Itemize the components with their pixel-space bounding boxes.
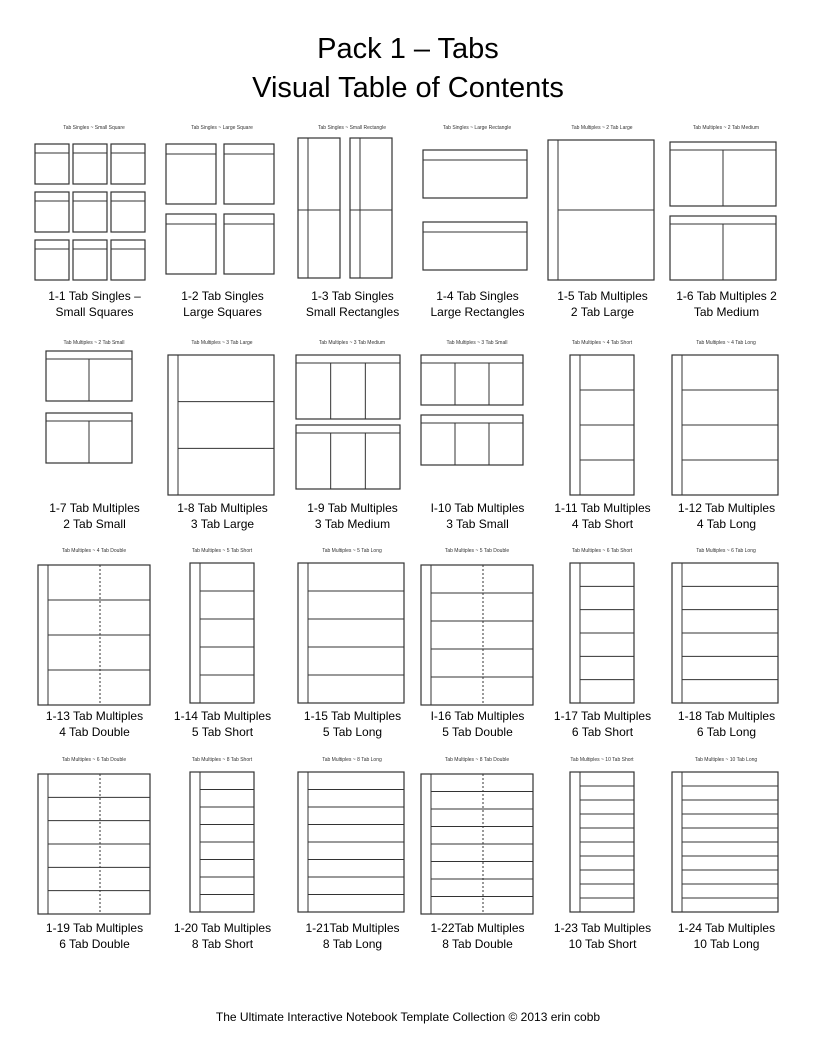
square-template: [73, 192, 107, 232]
template-caption: [536, 920, 669, 952]
template-thumbnail: [664, 120, 789, 288]
caption-line-1: 1-18 Tab Multiples: [677, 709, 776, 723]
thumbnail-label: Tab Multiples ~ 5 Tab Short: [191, 548, 253, 554]
caption-line-2: Large Rectangles: [430, 305, 525, 319]
thumbnail-label: Tab Multiples ~ 4 Tab Double: [61, 548, 127, 554]
template-item: [32, 752, 157, 962]
thumbnail-label: Tab Multiples ~ 5 Tab Long: [322, 548, 382, 554]
caption-line-1: 1-4 Tab Singles: [436, 289, 519, 303]
page-title: Pack 1 – Tabs: [317, 33, 499, 65]
thumbnail-label: Tab Multiples ~ 2 Tab Small: [63, 340, 125, 346]
caption-line-1: 1-24 Tab Multiples: [677, 921, 776, 935]
caption-line-1: 1-11 Tab Multiples: [554, 501, 651, 515]
template-caption: [660, 708, 793, 740]
template-drawing: [32, 752, 157, 920]
template-drawing: [415, 120, 540, 288]
template-drawing: [540, 543, 665, 711]
template-item: [290, 752, 415, 962]
template-drawing: [290, 752, 415, 920]
template-caption: [536, 500, 669, 532]
caption-line-1: 1-21Tab Multiples: [305, 921, 400, 935]
template-caption: [156, 500, 289, 532]
caption-line-2: 6 Tab Double: [59, 937, 130, 951]
template-drawing: [664, 543, 789, 711]
square-template: [224, 214, 274, 274]
caption-line-1: 1-23 Tab Multiples: [553, 921, 652, 935]
template-thumbnail: [32, 543, 157, 711]
template-drawing: [160, 543, 285, 711]
caption-line-2: Large Squares: [183, 305, 262, 319]
template-thumbnail: [32, 752, 157, 920]
template-caption: [536, 708, 669, 740]
template-item: [664, 752, 789, 962]
thumbnail-label: Tab Multiples ~ 10 Tab Short: [570, 757, 634, 763]
template-caption: [28, 500, 161, 532]
thumbnail-label: Tab Multiples ~ 10 Tab Long: [694, 757, 758, 763]
template-item: [540, 543, 665, 753]
template-caption: [286, 708, 419, 740]
template-drawing: [664, 335, 789, 503]
square-template: [224, 144, 274, 204]
template-thumbnail: [664, 335, 789, 503]
template-thumbnail: [160, 752, 285, 920]
caption-line-1: I-10 Tab Multiples: [430, 501, 525, 515]
template-caption: [660, 500, 793, 532]
template-thumbnail: [32, 335, 157, 503]
square-template: [111, 144, 145, 184]
thumbnail-label: Tab Multiples ~ 2 Tab Large: [571, 125, 633, 131]
caption-line-1: 1-7 Tab Multiples: [49, 501, 140, 515]
template-drawing: [160, 752, 285, 920]
square-template: [166, 214, 216, 274]
template-caption: [28, 920, 161, 952]
template-item: [415, 335, 540, 545]
page-subtitle: Visual Table of Contents: [252, 72, 564, 104]
caption-line-2: 3 Tab Large: [190, 517, 255, 531]
template-thumbnail: [32, 120, 157, 288]
template-thumbnail: [540, 335, 665, 503]
rectangle-template: [350, 138, 392, 278]
caption-line-1: 1-14 Tab Multiples: [173, 709, 272, 723]
caption-line-1: 1-9 Tab Multiples: [307, 501, 398, 515]
caption-line-1: 1-22Tab Multiples: [430, 921, 525, 935]
template-drawing: [160, 335, 285, 503]
caption-line-2: 5 Tab Long: [322, 725, 383, 739]
template-item: [664, 335, 789, 545]
caption-line-2: 2 Tab Large: [570, 305, 635, 319]
template-box: [298, 563, 404, 703]
template-box: [168, 355, 274, 495]
template-item: [32, 120, 157, 330]
thumbnail-label: Tab Multiples ~ 3 Tab Large: [191, 340, 253, 346]
template-drawing: [540, 335, 665, 503]
caption-line-1: 1-8 Tab Multiples: [177, 501, 268, 515]
template-thumbnail: [540, 752, 665, 920]
template-thumbnail: [160, 120, 285, 288]
thumbnail-label: Tab Singles ~ Large Rectangle: [442, 125, 512, 131]
thumbnail-label: Tab Multiples ~ 6 Tab Double: [61, 757, 127, 763]
template-item: [415, 752, 540, 962]
caption-line-1: 1-15 Tab Multiples: [303, 709, 402, 723]
template-thumbnail: [290, 543, 415, 711]
thumbnail-label: Tab Singles ~ Small Rectangle: [318, 125, 386, 131]
caption-line-2: 4 Tab Double: [59, 725, 130, 739]
template-drawing: [540, 120, 665, 288]
template-thumbnail: [415, 120, 540, 288]
template-drawing: [290, 335, 415, 503]
thumbnail-label: Tab Singles ~ Small Square: [63, 125, 125, 131]
square-template: [166, 144, 216, 204]
template-thumbnail: [540, 543, 665, 711]
caption-line-1: 1-6 Tab Multiples 2: [676, 289, 777, 303]
thumbnail-label: Tab Multiples ~ 2 Tab Medium: [692, 125, 760, 131]
template-caption: [660, 920, 793, 952]
template-drawing: [540, 752, 665, 920]
caption-line-2: 10 Tab Long: [693, 937, 760, 951]
thumbnail-label: Tab Multiples ~ 5 Tab Double: [444, 548, 510, 554]
square-template: [35, 144, 69, 184]
template-caption: [28, 288, 161, 320]
thumbnail-label: Tab Multiples ~ 3 Tab Medium: [318, 340, 386, 346]
template-drawing: [32, 120, 157, 288]
thumbnail-label: Tab Multiples ~ 4 Tab Short: [571, 340, 633, 346]
square-template: [111, 240, 145, 280]
caption-line-1: 1-13 Tab Multiples: [45, 709, 144, 723]
caption-line-2: 8 Tab Double: [442, 937, 513, 951]
caption-line-1: I-16 Tab Multiples: [430, 709, 525, 723]
thumbnail-label: Tab Multiples ~ 6 Tab Short: [571, 548, 633, 554]
caption-line-2: Small Rectangles: [305, 305, 400, 319]
template-box: [421, 565, 533, 705]
thumbnail-label: Tab Multiples ~ 6 Tab Long: [696, 548, 756, 554]
template-caption: [411, 920, 544, 952]
caption-line-2: Tab Medium: [693, 305, 760, 319]
template-box: [296, 425, 400, 489]
template-thumbnail: [290, 752, 415, 920]
caption-line-2: 5 Tab Double: [442, 725, 513, 739]
caption-line-2: 8 Tab Long: [322, 937, 383, 951]
template-item: [32, 543, 157, 753]
thumbnail-label: Tab Multiples ~ 4 Tab Long: [696, 340, 756, 346]
thumbnail-label: Tab Multiples ~ 8 Tab Long: [322, 757, 382, 763]
square-template: [111, 192, 145, 232]
template-thumbnail: [290, 120, 415, 288]
template-caption: [156, 288, 289, 320]
caption-line-2: 5 Tab Short: [191, 725, 254, 739]
caption-line-1: 1-12 Tab Multiples: [677, 501, 776, 515]
template-caption: [156, 708, 289, 740]
template-caption: [286, 288, 419, 320]
template-drawing: [160, 120, 285, 288]
caption-line-1: 1-19 Tab Multiples: [45, 921, 144, 935]
template-box: [296, 355, 400, 419]
caption-line-2: 2 Tab Small: [63, 517, 126, 531]
template-thumbnail: [415, 543, 540, 711]
template-item: [160, 543, 285, 753]
template-caption: [286, 500, 419, 532]
template-drawing: [664, 752, 789, 920]
template-item: [290, 543, 415, 753]
caption-line-2: 3 Tab Small: [446, 517, 509, 531]
template-caption: [156, 920, 289, 952]
template-caption: [411, 288, 544, 320]
caption-line-1: 1-3 Tab Singles: [311, 289, 394, 303]
template-caption: [536, 288, 669, 320]
template-item: [415, 120, 540, 330]
square-template: [35, 240, 69, 280]
template-thumbnail: [160, 335, 285, 503]
template-caption: [660, 288, 793, 320]
square-template: [73, 240, 107, 280]
template-item: [290, 120, 415, 330]
rectangle-template: [298, 138, 340, 278]
template-drawing: [415, 335, 540, 503]
caption-line-2: 6 Tab Long: [696, 725, 757, 739]
footer-copyright: The Ultimate Interactive Notebook Template Collection © 2013 erin cobb: [215, 1010, 601, 1024]
template-item: [664, 543, 789, 753]
template-thumbnail: [160, 543, 285, 711]
template-thumbnail: [540, 120, 665, 288]
template-item: [415, 543, 540, 753]
caption-line-1: 1-20 Tab Multiples: [173, 921, 272, 935]
square-template: [73, 144, 107, 184]
caption-line-2: 3 Tab Medium: [314, 517, 391, 531]
template-item: [540, 752, 665, 962]
caption-line-2: 4 Tab Short: [571, 517, 634, 531]
caption-line-2: 6 Tab Short: [571, 725, 634, 739]
caption-line-1: 1-1 Tab Singles –: [48, 289, 141, 303]
template-drawing: [32, 335, 157, 503]
template-drawing: [32, 543, 157, 711]
caption-line-1: 1-17 Tab Multiples: [553, 709, 652, 723]
template-item: [290, 335, 415, 545]
thumbnail-label: Tab Multiples ~ 8 Tab Short: [191, 757, 253, 763]
template-item: [540, 120, 665, 330]
caption-line-2: 4 Tab Long: [696, 517, 757, 531]
square-template: [35, 192, 69, 232]
template-caption: [286, 920, 419, 952]
template-item: [160, 335, 285, 545]
template-thumbnail: [415, 752, 540, 920]
template-item: [664, 120, 789, 330]
caption-line-2: 8 Tab Short: [191, 937, 254, 951]
template-thumbnail: [664, 752, 789, 920]
template-thumbnail: [664, 543, 789, 711]
template-item: [540, 335, 665, 545]
template-drawing: [415, 752, 540, 920]
template-item: [160, 752, 285, 962]
template-drawing: [290, 543, 415, 711]
template-item: [160, 120, 285, 330]
rectangle-template: [423, 150, 527, 198]
template-drawing: [664, 120, 789, 288]
template-caption: [411, 708, 544, 740]
thumbnail-label: Tab Multiples ~ 8 Tab Double: [444, 757, 510, 763]
caption-line-2: 10 Tab Short: [568, 937, 637, 951]
template-drawing: [290, 120, 415, 288]
template-thumbnail: [290, 335, 415, 503]
template-caption: [411, 500, 544, 532]
template-caption: [28, 708, 161, 740]
thumbnail-label: Tab Multiples ~ 3 Tab Small: [446, 340, 508, 346]
template-thumbnail: [415, 335, 540, 503]
caption-line-1: 1-2 Tab Singles: [181, 289, 264, 303]
thumbnail-label: Tab Singles ~ Large Square: [191, 125, 253, 131]
rectangle-template: [423, 222, 527, 270]
caption-line-2: Small Squares: [55, 305, 134, 319]
caption-line-1: 1-5 Tab Multiples: [557, 289, 648, 303]
template-item: [32, 335, 157, 545]
template-drawing: [415, 543, 540, 711]
